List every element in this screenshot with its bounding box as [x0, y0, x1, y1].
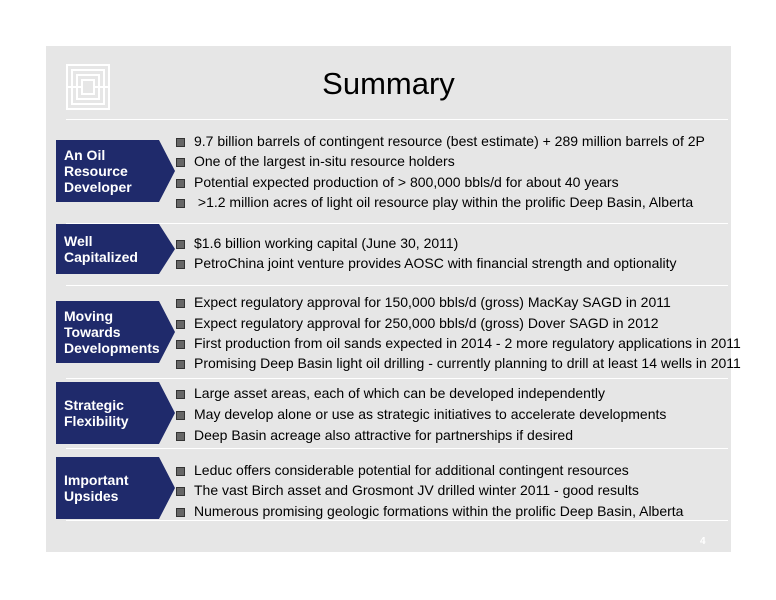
label-line: Capitalized	[64, 249, 138, 265]
bullet-item: Expect regulatory approval for 150,000 bbls/d (gross) MacKay SAGD in 2011	[176, 294, 671, 310]
bullet-item: One of the largest in-situ resource holders	[176, 153, 455, 169]
divider-line	[66, 378, 728, 379]
bullet-item: Expect regulatory approval for 250,000 bbls/d (gross) Dover SAGD in 2012	[176, 315, 659, 331]
bullet-icon	[176, 138, 185, 147]
divider-line	[66, 285, 728, 286]
label-line: Strategic	[64, 397, 124, 413]
divider-line	[66, 119, 728, 120]
bullet-icon	[176, 508, 185, 517]
bullet-item: Numerous promising geologic formations within the prolific Deep Basin, Alberta	[176, 503, 683, 519]
label-line: Well	[64, 233, 93, 249]
section-label-important-upsides	[56, 457, 159, 519]
bullet-item: The vast Birch asset and Grosmont JV drilled winter 2011 - good results	[176, 482, 639, 498]
bullet-icon	[176, 467, 185, 476]
bullet-icon	[176, 487, 185, 496]
bullet-item: First production from oil sands expected in 2014 - 2 more regulatory applications in 2011	[176, 335, 741, 351]
section-arrow	[159, 224, 175, 274]
section-label-well-capitalized	[56, 224, 159, 274]
bullet-icon	[176, 432, 185, 441]
label-line: Flexibility	[64, 413, 129, 429]
label-line: Important	[64, 472, 129, 488]
section-arrow	[159, 301, 175, 363]
divider-line	[66, 448, 728, 449]
bullet-icon	[176, 158, 185, 167]
slide-title: Summary	[322, 66, 455, 101]
bullet-item: 9.7 billion barrels of contingent resource (best estimate) + 289 million barrels of 2P	[176, 133, 705, 149]
label-line: Developer	[64, 179, 132, 195]
label-line: An Oil	[64, 147, 106, 163]
bullet-icon	[176, 360, 185, 369]
bullet-item: $1.6 billion working capital (June 30, 2011)	[176, 235, 458, 251]
page-number: 4	[700, 536, 706, 547]
section-label-strategic-flexibility	[56, 382, 159, 444]
bullet-item: Deep Basin acreage also attractive for partnerships if desired	[176, 427, 573, 443]
bullet-icon	[176, 390, 185, 399]
label-line: Towards	[64, 324, 121, 340]
bullet-icon	[176, 179, 185, 188]
section-label-moving-towards-developments	[56, 301, 159, 363]
section-arrow	[159, 382, 175, 444]
bullet-item: >1.2 million acres of light oil resource play within the prolific Deep Basin, Alberta	[176, 194, 693, 210]
section-arrow	[159, 457, 175, 519]
label-line: Moving	[64, 308, 113, 324]
bullet-icon	[176, 260, 185, 269]
label-line: Upsides	[64, 488, 119, 504]
label-line: Developments	[64, 340, 160, 356]
divider-line	[66, 520, 728, 521]
bullet-item: Potential expected production of > 800,000 bbls/d for about 40 years	[176, 174, 619, 190]
bullet-item: Promising Deep Basin light oil drilling - currently planning to drill at least 14 wells in 2011	[176, 355, 741, 371]
bullet-item: Large asset areas, each of which can be developed independently	[176, 385, 605, 401]
bullet-icon	[176, 240, 185, 249]
bullet-icon	[176, 199, 185, 208]
bullet-icon	[176, 320, 185, 329]
bullet-item: Leduc offers considerable potential for additional contingent resources	[176, 462, 629, 478]
bullet-item: PetroChina joint venture provides AOSC with financial strength and optionality	[176, 255, 677, 271]
section-label-oil-resource-developer	[56, 140, 159, 202]
label-line: Resource	[64, 163, 128, 179]
section-arrow	[159, 140, 175, 202]
bullet-icon	[176, 340, 185, 349]
bullet-icon	[176, 299, 185, 308]
bullet-item: May develop alone or use as strategic initiatives to accelerate developments	[176, 406, 666, 422]
bullet-icon	[176, 411, 185, 420]
